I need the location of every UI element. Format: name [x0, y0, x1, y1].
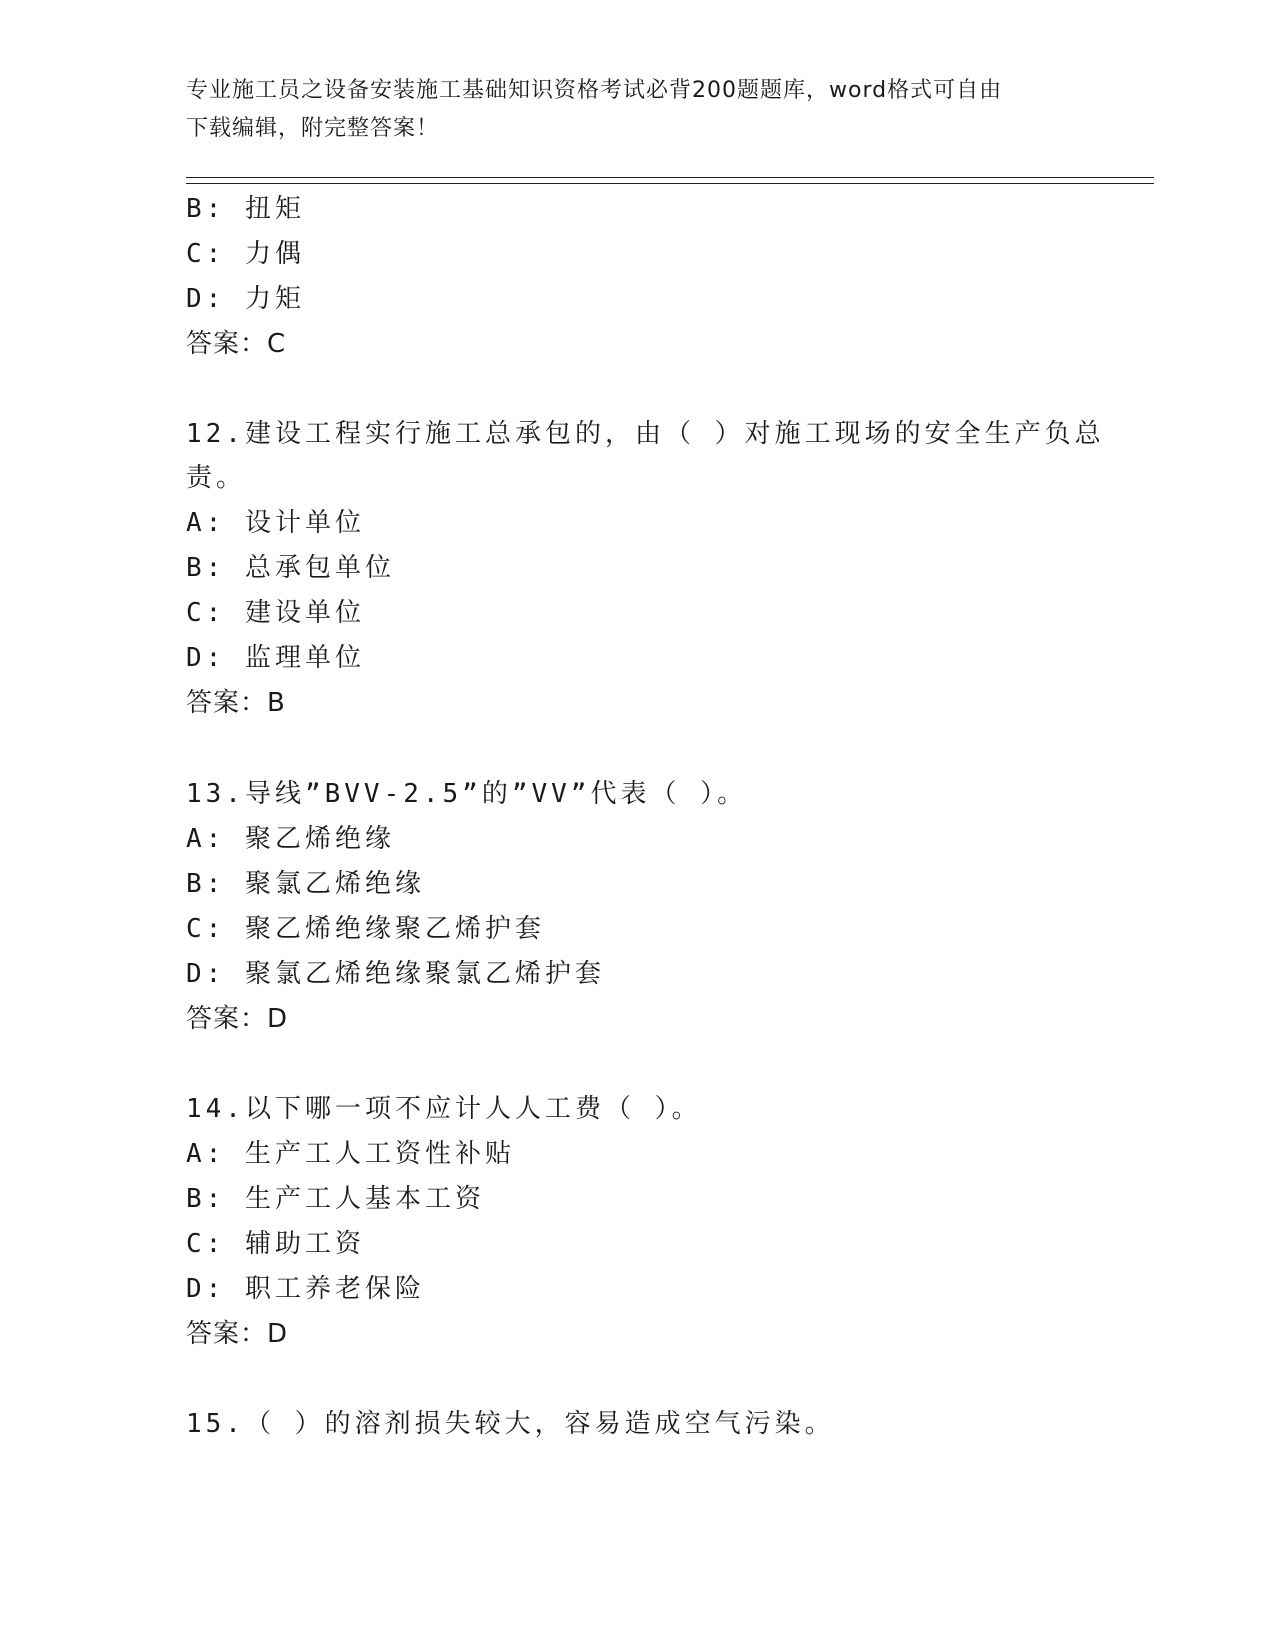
q11-option-b: B: 扭矩: [186, 194, 305, 224]
q13-option-c: C: 聚乙烯绝缘聚乙烯护套: [186, 914, 545, 944]
q12-answer: 答案：B: [186, 688, 286, 718]
q12-option-a: A: 设计单位: [186, 508, 365, 538]
q14-option-d: D: 职工养老保险: [186, 1274, 425, 1304]
q11-option-c: C: 力偶: [186, 239, 305, 269]
q14-stem: 14.以下哪一项不应计人人工费（ ）。: [186, 1094, 702, 1124]
q11-option-d: D: 力矩: [186, 284, 305, 314]
document-header: [186, 72, 1086, 148]
header-line-1: 专业施工员之设备安装施工基础知识资格考试必背200题题库，word格式可自由: [186, 78, 1003, 103]
q14-option-b: B: 生产工人基本工资: [186, 1184, 485, 1214]
q12-stem-line-1: 12.建设工程实行施工总承包的，由（ ）对施工现场的安全生产负总: [186, 419, 1105, 449]
q13-option-a: A: 聚乙烯绝缘: [186, 824, 395, 854]
q12-option-d: D: 监理单位: [186, 643, 365, 673]
q14-answer: 答案：D: [186, 1319, 289, 1349]
q15-stem: 15.（ ）的溶剂损失较大，容易造成空气污染。: [186, 1409, 835, 1439]
q14-option-c: C: 辅助工资: [186, 1229, 365, 1259]
q12-option-c: C: 建设单位: [186, 598, 365, 628]
header-divider-bottom: [186, 183, 1154, 184]
q14-option-a: A: 生产工人工资性补贴: [186, 1139, 515, 1169]
q13-option-b: B: 聚氯乙烯绝缘: [186, 869, 425, 899]
q13-answer: 答案：D: [186, 1004, 289, 1034]
q13-option-d: D: 聚氯乙烯绝缘聚氯乙烯护套: [186, 959, 605, 989]
header-divider-top: [186, 177, 1154, 178]
q11-answer: 答案：C: [186, 329, 287, 359]
q12-stem-line-2: 责。: [186, 463, 247, 493]
q12-option-b: B: 总承包单位: [186, 553, 395, 583]
header-line-2: 下载编辑，附完整答案！: [186, 116, 440, 141]
q13-stem: 13.导线”BVV-2.5”的”VV”代表（ ）。: [186, 779, 748, 809]
